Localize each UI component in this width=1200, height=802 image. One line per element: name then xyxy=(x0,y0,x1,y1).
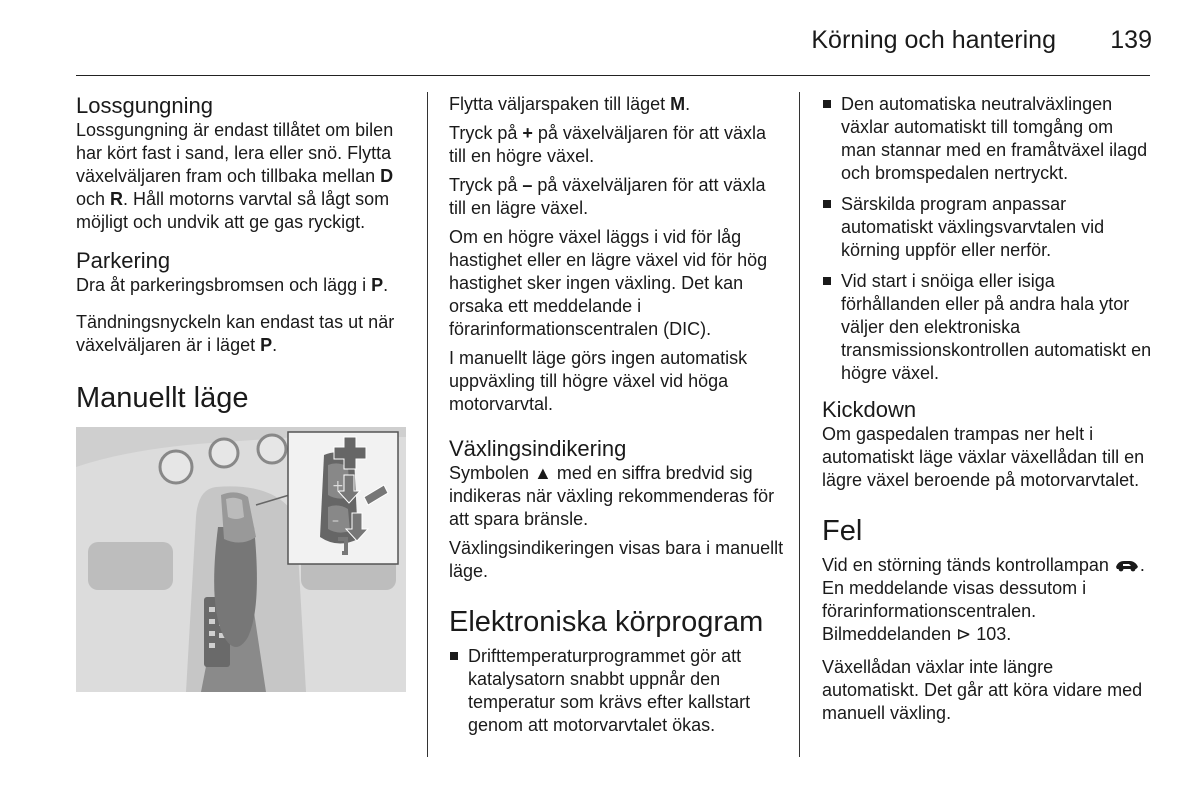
bullet-list-driving-programs xyxy=(449,645,784,737)
text-span: Dra åt parkeringsbromsen och lägg i xyxy=(76,275,372,295)
list-item-text: Vid start i snöiga eller isiga förhållanden eller på andra hala ytor väljer den elektroniska transmissionskontrollen automatiskt en högre växel. xyxy=(841,271,1152,383)
list-item xyxy=(822,193,1152,262)
bullet-square-icon xyxy=(450,652,458,660)
text-span: Vid en störning tänds kontrollampan xyxy=(822,555,1114,575)
paragraph-move-selector xyxy=(449,93,784,116)
paragraph-lossgungning xyxy=(76,119,411,234)
list-item xyxy=(822,93,1152,185)
text-span: med en siffra bredvid sig indikeras när växling rekommenderas för att spara bränsle. xyxy=(449,463,775,529)
section-heading-kickdown: Kickdown xyxy=(822,397,917,422)
text-span: . xyxy=(272,335,278,355)
gear-key-p: P xyxy=(260,335,273,355)
svg-text:+: + xyxy=(332,478,344,494)
column-2 xyxy=(449,93,784,737)
section-heading-elektroniska-korprogram: Elektroniska körprogram xyxy=(449,606,764,638)
paragraph-shift-symbol xyxy=(449,462,784,531)
list-item-text: Drifttemperaturprogrammet gör att katalysatorn snabbt uppnår den temperatur som krävs efter kallstart genom att motorvarvtalet ökas. xyxy=(468,646,751,735)
plus-icon: + xyxy=(522,123,533,143)
header-divider xyxy=(76,75,1150,76)
list-item-text: Den automatiska neutralväxlingen växlar automatiskt till tomgång om man stannar med en framåtväxel ilagd och bromspedalen nertryckt. xyxy=(841,94,1148,183)
text-span: Lossgungning är endast tillåtet om bilen har kört fast i sand, lera eller snö. Flytta växelväljaren fram och tillbaka mellan xyxy=(76,120,394,186)
column-divider-2 xyxy=(799,92,800,757)
gear-key-r: R xyxy=(110,189,124,209)
section-heading-fel: Fel xyxy=(822,515,863,547)
list-item-text: Särskilda program anpassar automatiskt växlingsvarvtalen vid körning uppför eller nerför. xyxy=(841,194,1105,260)
section-heading-parkering: Parkering xyxy=(76,248,171,273)
svg-text:–: – xyxy=(332,513,339,529)
text-span: på växelväljaren för att växla till en lägre växel. xyxy=(449,175,766,218)
text-span: . Håll motorns varvtal så lågt som möjligt och undvik att ge gas ryckigt. xyxy=(76,189,390,232)
page-number: 139 xyxy=(1110,26,1152,54)
gear-key-m: M xyxy=(670,94,686,114)
section-heading-vaxlingsindikering: Växlingsindikering xyxy=(449,436,627,461)
running-header-title: Körning och hantering xyxy=(811,26,1056,54)
transmission-warning-icon xyxy=(1114,558,1140,572)
text-span: Symbolen xyxy=(449,463,535,483)
column-1 xyxy=(76,93,411,692)
paragraph-manual-no-upshift: I manuellt läge görs ingen automatisk uppväxling till högre växel vid höga motorvarvtal. xyxy=(449,348,748,414)
bullet-square-icon xyxy=(823,200,831,208)
text-span: Tryck på xyxy=(449,175,523,195)
bullet-square-icon xyxy=(823,100,831,108)
paragraph-fault-lamp xyxy=(822,554,1152,646)
text-span: . xyxy=(383,275,389,295)
paragraph-press-plus xyxy=(449,122,784,168)
section-heading-lossgungning: Lossgungning xyxy=(76,93,214,118)
column-divider-1 xyxy=(427,92,428,757)
list-item xyxy=(449,645,784,737)
text-span: . xyxy=(685,94,691,114)
paragraph-parkering-2 xyxy=(76,311,411,357)
text-span: 103. xyxy=(971,624,1012,644)
page-reference-icon: ⊳ xyxy=(956,624,972,644)
list-item xyxy=(822,270,1152,385)
text-span: . En meddelande visas dessutom i förarinformationscentralen. Bilmeddelanden xyxy=(822,555,1145,644)
paragraph-kickdown: Om gaspedalen trampas ner helt i automatiskt läge växlar växellådan till en lägre växel beroende på motorvarvtalet. xyxy=(822,424,1145,490)
bullet-square-icon xyxy=(823,277,831,285)
paragraph-shift-indicator-manual: Växlingsindikeringen visas bara i manuellt läge. xyxy=(449,538,784,581)
shift-up-triangle-icon: ▲ xyxy=(534,463,552,483)
paragraph-parkering-1 xyxy=(76,274,411,297)
minus-icon: – xyxy=(522,175,533,195)
text-span: Tändningsnyckeln kan endast tas ut när växelväljaren är i läget xyxy=(76,312,395,355)
bullet-list-programs-continued xyxy=(822,93,1152,385)
gear-selector-illustration xyxy=(76,427,406,692)
paragraph-no-shift: Om en högre växel läggs i vid för låg hastighet eller en lägre växel vid för hög hastighet sker ingen växling. Det kan orsaka ett meddelande i förarinformationscentralen (DIC). xyxy=(449,227,768,339)
paragraph-press-minus xyxy=(449,174,784,220)
text-span: på växelväljaren för att växla till en högre växel. xyxy=(449,123,766,166)
section-heading-manuellt-lage: Manuellt läge xyxy=(76,382,249,414)
text-span: Tryck på xyxy=(449,123,523,143)
gear-key-d: D xyxy=(380,166,394,186)
text-span: och xyxy=(76,189,111,209)
paragraph-no-auto-shift: Växellådan växlar inte längre automatiskt. Det går att köra vidare med manuell växling. xyxy=(822,657,1143,723)
column-3 xyxy=(822,93,1152,725)
gear-key-p: P xyxy=(371,275,384,295)
text-span: Flytta väljarspaken till läget xyxy=(449,94,671,114)
